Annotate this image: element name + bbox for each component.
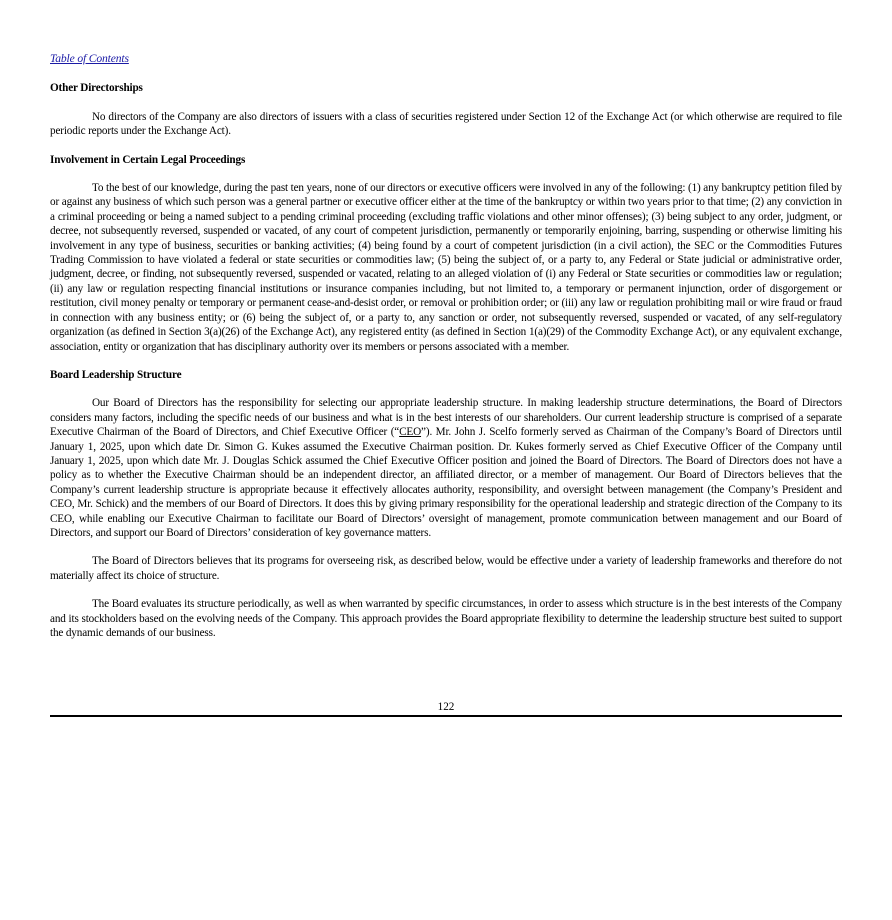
paragraph-legal-proceedings: To the best of our knowledge, during the past ten years, none of our directors or executive officers were involved in any of the following: (1) any bankruptcy petition filed by or against any business of which such person was a general partner or executive officer either at the time of the bankruptcy or within two years prior to that time; (2) any conviction in a criminal proceeding or being a named subject to a pending criminal proceeding (excluding traffic violations and other minor offenses); (3) being subject to any order, judgment, or decree, not subsequently reversed, suspended or vacated, of any court of competent jurisdiction, permanently or temporarily enjoining, barring, suspending or otherwise limiting his involvement in any type of business, securities or banking activities; (4) being found by a court of competent jurisdiction (in a civil action), the SEC or the Commodities Futures Trading Commission to have violated a federal or state securities or commodities law; (5) being the subject of, or a party to, any Federal or State judicial or administrative order, judgment, decree, or finding, not subsequently reversed, suspended or vacated, relating to an alleged violation of (i) any Federal or State securities or commodities law or regulation; (ii) any law or regulation respecting financial institutions or insurance companies including, but not limited to, a temporary or permanent injunction, order of disgorgement or restitution, civil money penalty or temporary or permanent cease-and-desist order, or removal or prohibition order; or (iii) any law or regulation prohibiting mail or wire fraud or fraud in connection with any business entity; or (6) being the subject of, or a party to, any sanction or order, not subsequently reversed, suspended or vacated, of any self-regulatory organization (as defined in Section 3(a)(26) of the Exchange Act), any registered entity (as defined in Section 1(a)(29) of the Commodity Exchange Act), or any equivalent exchange, association, entity or organization that has disciplinary authority over its members or persons associated with a member.: [50, 182, 842, 353]
paragraph-text-before-ceo: Our Board of Directors has the responsibility for selecting our appropriate leadership structure. In making leadership structure determinations, the Board of Directors considers many factors, including the specific needs of our business and what is in the best interests of our shareholders. Our current leadership structure is comprised of a separate Executive Chairman of the Board of Directors, and Chief Executive Officer (“: [50, 397, 842, 439]
heading-legal-proceedings: Involvement in Certain Legal Proceedings: [50, 153, 246, 166]
paragraph-other-directorships: No directors of the Company are also directors of issuers with a class of securities registered under Section 12 of the Exchange Act (or which otherwise are required to file periodic reports under the Exchange Act).: [50, 110, 842, 138]
paragraph-board-leadership-2: The Board of Directors believes that its programs for overseeing risk, as described below, would be effective under a variety of leadership frameworks and therefore do not materially affect its choice of structure.: [50, 555, 842, 582]
paragraph-text-after-ceo: ”). Mr. John J. Scelfo formerly served as Chairman of the Company’s Board of Directors until January 1, 2025, upon which date Dr. Simon G. Kukes assumed the Executive Chairman position. Dr. Kukes formerly served as Chief Executive Officer of the Company until January 1, 2025, upon which date Mr. J. Douglas Schick assumed the Chief Executive Officer position and joined the Board of Directors. The Board of Directors does not have a policy as to whether the Executive Chairman should be an independent director, an affiliated director, or a member of management. Our Board of Directors believes that the Company’s current leadership structure is appropriate because it effectively allocates authority, responsibility, and oversight between management (the Company’s President and CEO, Mr. Schick) and the members of our Board of Directors. It does this by giving primary responsibility for the operational leadership and strategic direction of the Company to its CEO, while enabling our Executive Chairman to facilitate our Board of Directors’ oversight of management, promote communication between management and our Board of Directors, and support our Board of Directors’ consideration of key governance matters.: [50, 426, 842, 539]
heading-board-leadership-structure: Board Leadership Structure: [50, 368, 182, 381]
paragraph-board-leadership-3: The Board evaluates its structure periodically, as well as when warranted by specific circumstances, in order to assess which structure is in the best interests of the Company and its stockholders based on the evolving needs of the Company. This approach provides the Board appropriate flexibility to determine the leadership structure best suited to support the dynamic demands of our business.: [50, 598, 842, 639]
paragraph-board-leadership-1: [50, 396, 842, 540]
document-page: [50, 52, 842, 640]
heading-other-directorships: Other Directorships: [50, 82, 143, 95]
ceo-defined-term: CEO: [399, 426, 422, 439]
page-number: 122: [437, 701, 455, 713]
footer-rule: [50, 715, 842, 717]
table-of-contents-link[interactable]: Table of Contents: [50, 52, 129, 65]
